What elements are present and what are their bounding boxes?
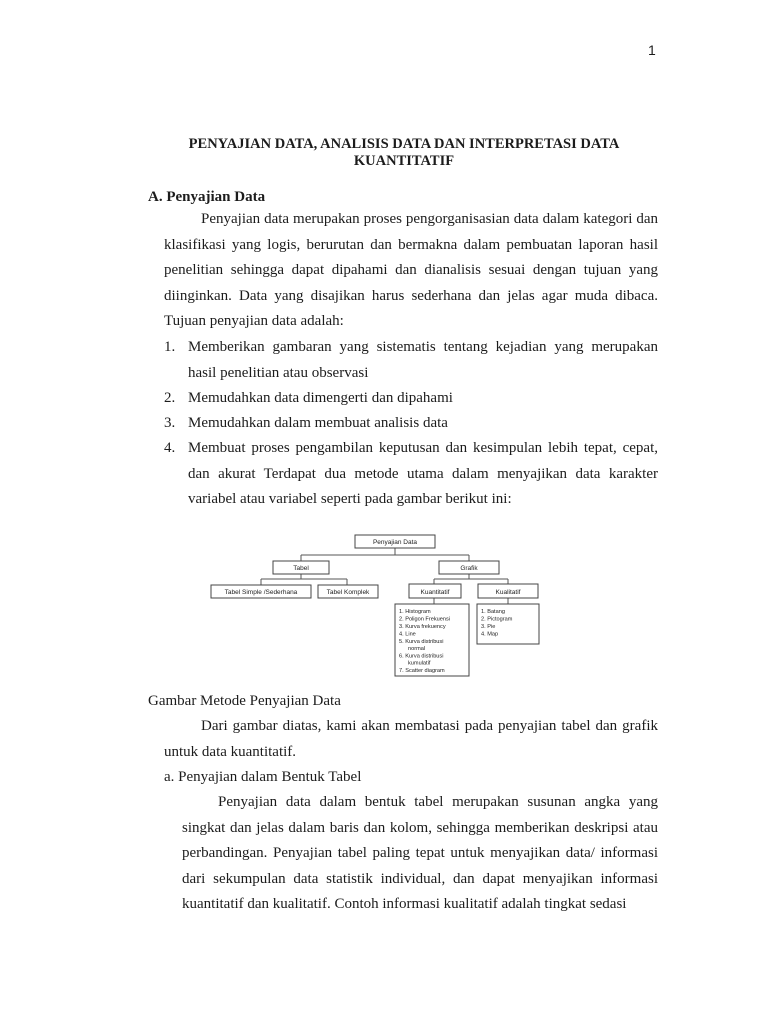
subsection-heading: a. Penyajian dalam Bentuk Tabel [164, 769, 362, 785]
list-item-text: Membuat proses pengambilan keputusan dan kesimpulan lebih tepat, cepat, dan akurat Terdapat dua metode utama dalam menyajikan data karakter variabel atau variabel seperti pada gambar berikut ini: [188, 440, 658, 507]
diagram-label: Tabel Komplek [326, 589, 370, 596]
section-heading: A. Penyajian Data [148, 189, 266, 205]
list-item-number: 4. [164, 440, 176, 456]
diagram-list-item: 4. Map [481, 631, 499, 638]
diagram-list-item: 2. Pictogram [481, 616, 513, 623]
list-item-number: 3. [164, 415, 176, 431]
page-number: 1 [648, 42, 656, 58]
diagram-list-item: 7. Scatter diagram [399, 668, 445, 674]
after-figure-paragraph: Dari gambar diatas, kami akan membatasi pada penyajian tabel dan grafik untuk data kuantitatif. [164, 718, 658, 760]
list-item-number: 1. [164, 339, 176, 355]
diagram-list-item: 6. Kurva distribusi [399, 653, 444, 660]
diagram-label: Kualitatif [495, 589, 521, 596]
page-title: PENYAJIAN DATA, ANALISIS DATA DAN INTERPRETASI DATA KUANTITATIF [188, 136, 620, 169]
diagram-label: Penyajian Data [372, 539, 418, 546]
list-item-number: 2. [164, 390, 176, 406]
list-item-text: Memudahkan data dimengerti dan dipahami [188, 390, 453, 406]
diagram-list-item: normal [408, 646, 426, 652]
diagram-label: Tabel [293, 565, 309, 572]
presentation-method-diagram [205, 528, 585, 684]
diagram-list-item: 1. Histogram [399, 609, 431, 615]
figure-caption: Gambar Metode Penyajian Data [148, 693, 341, 709]
intro-paragraph: Penyajian data merupakan proses pengorganisasian data dalam kategori dan klasifikasi yang logis, berurutan dan bermakna dalam pembuatan laporan hasil penelitian sehingga dapat dipahami dan dianalisis sesuai dengan tujuan yang diinginkan. Data yang disajikan harus sederhana dan jelas agar muda dibaca. Tujuan penyajian data adalah: [164, 211, 658, 329]
diagram-list-item: 1. Batang [481, 609, 505, 615]
diagram-list-item: 3. Kurva frekuency [399, 624, 446, 630]
diagram-list-item: 2. Poligon Frekuensi [399, 616, 450, 623]
diagram-list-item: 3. Pie [481, 624, 496, 630]
diagram-label: Grafik [460, 565, 478, 572]
diagram-list-item: kumulatif [408, 660, 431, 667]
diagram-list-item: 5. Kurva distribusi [399, 639, 444, 645]
list-item-text: Memberikan gambaran yang sistematis tentang kejadian yang merupakan hasil penelitian atau observasi [188, 339, 658, 381]
list-item-text: Memudahkan dalam membuat analisis data [188, 415, 448, 431]
diagram-list-item: 4. Line [399, 631, 416, 638]
diagram-label: Kuantitatif [420, 589, 450, 596]
table-section-paragraph: Penyajian data dalam bentuk tabel merupakan susunan angka yang singkat dan jelas dalam baris dan kolom, sehingga memberikan deskripsi atau perbandingan. Penyajian tabel paling tepat untuk menyajikan data/ informasi dari sekumpulan data statistik individual, dan dapat menyajikan informasi kuantitatif dan kualitatif. Contoh informasi kualitatif adalah tingkat sedasi [182, 794, 658, 912]
diagram-label: Tabel Simple /Sederhana [224, 589, 298, 596]
